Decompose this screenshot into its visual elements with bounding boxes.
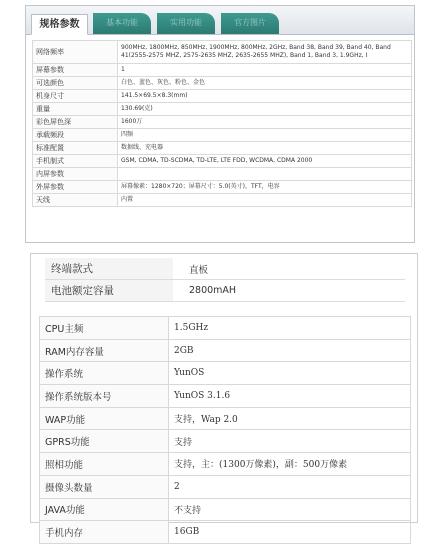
table-row bbox=[33, 41, 412, 64]
spec-key: 摄像头数量 bbox=[40, 475, 169, 498]
spec-value: 不支持 bbox=[169, 498, 411, 521]
spec-key: 操作系统版本号 bbox=[40, 385, 169, 408]
table-row bbox=[45, 280, 405, 302]
spec-value: YunOS bbox=[169, 362, 411, 385]
spec-value: 1 bbox=[118, 64, 412, 77]
spec-value: 141.5×69.5×8.3(mm) bbox=[118, 90, 412, 103]
spec-panel-top bbox=[25, 5, 415, 243]
table-row bbox=[33, 181, 412, 194]
table-row bbox=[40, 430, 411, 453]
spec-table bbox=[32, 40, 412, 207]
spec-key: 网络频率 bbox=[33, 41, 118, 64]
spec-key: 外屏参数 bbox=[33, 181, 118, 194]
spec-value: 白色、蓝色、灰色、粉色、金色 bbox=[118, 77, 412, 90]
spec-key: CPU主频 bbox=[40, 317, 169, 340]
spec-value: 2 bbox=[169, 475, 411, 498]
spec-value: 1600万 bbox=[118, 116, 412, 129]
spec-key: GPRS功能 bbox=[40, 430, 169, 453]
spec-key: 手机内存 bbox=[40, 521, 169, 544]
spec-value: 2GB bbox=[169, 339, 411, 362]
spec-value: 支持，主：(1300万像素)，副：500万像素 bbox=[169, 453, 411, 476]
spec-key: 天线 bbox=[33, 194, 118, 207]
spec-value bbox=[118, 168, 412, 181]
spec-key: WAP功能 bbox=[40, 407, 169, 430]
spec-table-details bbox=[39, 316, 411, 544]
table-row bbox=[33, 194, 412, 207]
table-row bbox=[33, 116, 412, 129]
spec-key: 内屏参数 bbox=[33, 168, 118, 181]
spec-value: 支持 bbox=[169, 430, 411, 453]
table-row bbox=[33, 129, 412, 142]
spec-key: 承载频段 bbox=[33, 129, 118, 142]
table-row bbox=[40, 362, 411, 385]
table-row bbox=[40, 317, 411, 340]
table-row bbox=[40, 521, 411, 544]
spec-key: 电池额定容量 bbox=[45, 280, 173, 302]
spec-value: 1.5GHz bbox=[169, 317, 411, 340]
table-row bbox=[33, 155, 412, 168]
spec-value: 内置 bbox=[118, 194, 412, 207]
spec-value: 数据线、充电器 bbox=[118, 142, 412, 155]
spec-value: 四频 bbox=[118, 129, 412, 142]
spec-value: YunOS 3.1.6 bbox=[169, 385, 411, 408]
table-row bbox=[40, 475, 411, 498]
tab-practical-functions[interactable]: 实用功能 bbox=[157, 13, 215, 34]
spec-table-summary bbox=[45, 258, 405, 302]
spec-value: 2800mAH bbox=[173, 280, 405, 302]
table-row bbox=[40, 498, 411, 521]
table-row bbox=[40, 407, 411, 430]
spec-key: 可选颜色 bbox=[33, 77, 118, 90]
spec-value: 16GB bbox=[169, 521, 411, 544]
spec-key: 重量 bbox=[33, 103, 118, 116]
spec-key: RAM内存容量 bbox=[40, 339, 169, 362]
table-row bbox=[33, 90, 412, 103]
tab-bar bbox=[26, 6, 414, 35]
spec-key: 照相功能 bbox=[40, 453, 169, 476]
spec-panel-bottom bbox=[30, 253, 418, 540]
spec-value: GSM, CDMA, TD-SCDMA, TD-LTE, LTE FDD, WCDMA, CDMA 2000 bbox=[118, 155, 412, 168]
table-row bbox=[33, 64, 412, 77]
table-row bbox=[33, 103, 412, 116]
spec-value: 直板 bbox=[173, 258, 405, 280]
table-row bbox=[33, 142, 412, 155]
spec-value: 支持，Wap 2.0 bbox=[169, 407, 411, 430]
spec-key: JAVA功能 bbox=[40, 498, 169, 521]
table-row bbox=[40, 453, 411, 476]
tab-specs[interactable]: 规格参数 bbox=[31, 14, 88, 35]
tab-basic-functions[interactable]: 基本功能 bbox=[93, 13, 151, 34]
spec-value: 屏幕像素：1280×720；屏幕尺寸：5.0(英寸)，TFT，电容 bbox=[118, 181, 412, 194]
spec-value: 900MHz, 1800MHz, 850MHz, 1900MHz, 800MHz, 2GHz, Band 38, Band 39, Band 40, Band 41(2555-2575 MHZ, 2575-2635 MHZ, 2635-2655 MHZ), Band 1, Band 3, 1.9GHz, I bbox=[118, 41, 412, 64]
table-row bbox=[33, 77, 412, 90]
table-row bbox=[33, 168, 412, 181]
spec-value: 130.69(克) bbox=[118, 103, 412, 116]
spec-key: 手机制式 bbox=[33, 155, 118, 168]
spec-key: 机身尺寸 bbox=[33, 90, 118, 103]
spec-key: 屏幕参数 bbox=[33, 64, 118, 77]
spec-key: 彩色屏色深 bbox=[33, 116, 118, 129]
tab-official-images[interactable]: 官方图片 bbox=[221, 13, 279, 34]
table-row bbox=[40, 385, 411, 408]
table-row bbox=[45, 258, 405, 280]
spec-key: 操作系统 bbox=[40, 362, 169, 385]
spec-key: 标准配置 bbox=[33, 142, 118, 155]
spec-key: 终端款式 bbox=[45, 258, 173, 280]
table-row bbox=[40, 339, 411, 362]
